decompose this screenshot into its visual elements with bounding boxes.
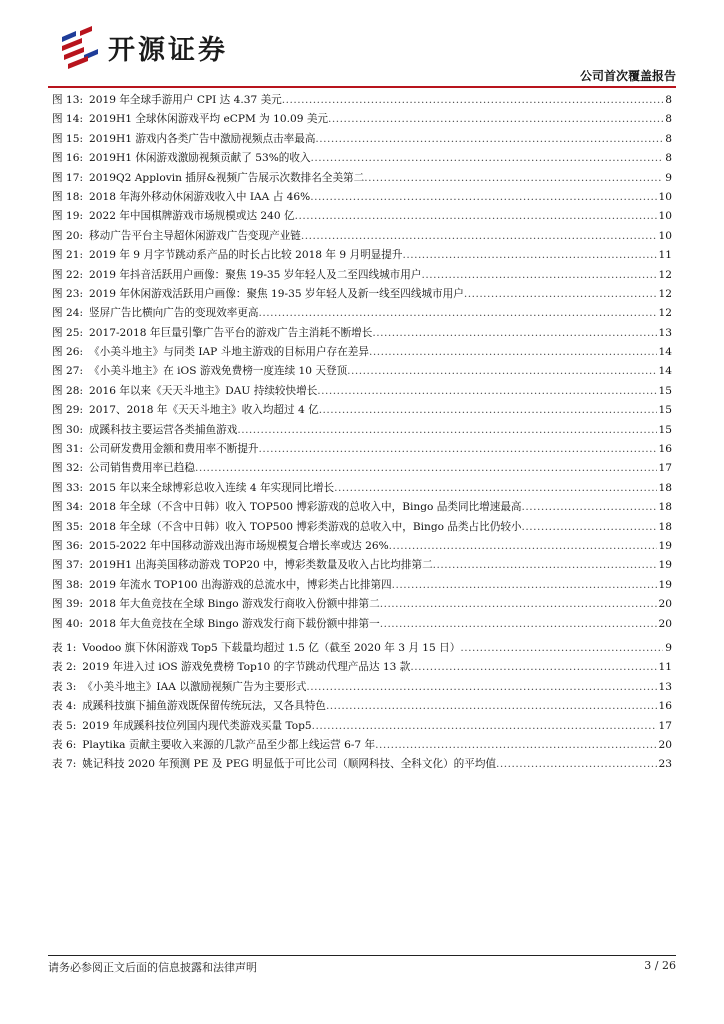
toc-entry-page: 19 bbox=[658, 539, 672, 552]
toc-leader-dots bbox=[195, 462, 657, 474]
report-type-label: 公司首次覆盖报告 bbox=[579, 69, 676, 83]
figure-toc-row[interactable] bbox=[52, 247, 672, 266]
toc-entry-label: 图 30: bbox=[52, 423, 84, 436]
footer-divider bbox=[48, 955, 676, 956]
toc-entry-title: Voodoo 旗下休闲游戏 Top5 下载量均超过 1.5 亿（截至 2020 年 3 月 15 日） bbox=[82, 642, 461, 654]
toc-leader-dots bbox=[259, 443, 657, 455]
toc-entry-label: 图 40: bbox=[52, 617, 84, 630]
toc-entry-title: 2018 年全球（不含中日韩）收入 TOP500 博彩游戏的总收入中，Bingo 品类同比增速最高 bbox=[89, 501, 522, 514]
figure-toc-row[interactable] bbox=[52, 325, 672, 344]
toc-entry-page: 18 bbox=[658, 520, 672, 533]
toc-leader-dots bbox=[259, 307, 657, 319]
figure-toc-row[interactable] bbox=[52, 480, 672, 499]
toc-entry-label: 表 4: bbox=[52, 700, 77, 713]
figure-toc-row[interactable] bbox=[52, 422, 672, 441]
toc-entry-title: 2018 年大鱼竞技在全球 Bingo 游戏发行商收入份额中排第二 bbox=[89, 598, 380, 611]
toc-entry-label: 表 1: bbox=[52, 642, 77, 654]
toc-leader-dots bbox=[496, 758, 656, 770]
toc-entry-page: 10 bbox=[658, 210, 672, 223]
toc-entry-title: 2019H1 休闲游戏激励视频贡献了 53%的收入 bbox=[89, 152, 311, 165]
toc-entry-label: 表 5: bbox=[52, 719, 77, 732]
figure-toc-row[interactable] bbox=[52, 557, 672, 576]
toc-entry-title: 2017-2018 年巨量引擎广告平台的游戏广告主消耗不断增长 bbox=[89, 326, 373, 339]
figure-toc-row[interactable] bbox=[52, 131, 672, 150]
toc-entry-page: 8 bbox=[665, 132, 672, 145]
toc-entry-title: 2018 年全球（不含中日韩）收入 TOP500 博彩类游戏的总收入中，Bingo 品类占比仍较小 bbox=[89, 520, 522, 533]
toc-leader-dots bbox=[421, 269, 656, 281]
toc-entry-label: 图 21: bbox=[52, 249, 84, 262]
table-toc-row[interactable] bbox=[52, 698, 672, 717]
toc-entry-page: 9 bbox=[665, 642, 672, 654]
toc-entry-label: 图 33: bbox=[52, 481, 84, 494]
toc-leader-dots bbox=[347, 365, 656, 377]
toc-leader-dots bbox=[282, 94, 663, 106]
figure-toc-row[interactable] bbox=[52, 208, 672, 227]
figure-toc-row[interactable] bbox=[52, 596, 672, 615]
toc-entry-label: 图 35: bbox=[52, 520, 84, 533]
toc-leader-dots bbox=[392, 579, 657, 591]
page-header bbox=[48, 22, 676, 84]
toc-entry-label: 图 26: bbox=[52, 346, 84, 359]
figure-toc-row[interactable] bbox=[52, 150, 672, 169]
figure-toc-row[interactable] bbox=[52, 305, 672, 324]
toc-leader-dots bbox=[311, 152, 664, 164]
toc-entry-label: 图 23: bbox=[52, 287, 84, 300]
figure-toc-row[interactable] bbox=[52, 170, 672, 189]
toc-entry-title: 2015-2022 年中国移动游戏出海市场规模复合增长率或达 26% bbox=[89, 539, 389, 552]
toc-entry-title: 《小美斗地主》与同类 IAP 斗地主游戏的目标用户存在差异 bbox=[89, 346, 369, 359]
toc-entry-title: 2019 年休闲游戏活跃用户画像：聚焦 19-35 岁年轻人及新一线至四线城市用户 bbox=[89, 287, 464, 300]
toc-entry-title: 2019 年进入过 iOS 游戏免费榜 Top10 的字节跳动代理产品达 13 款 bbox=[82, 661, 411, 674]
toc-entry-label: 图 36: bbox=[52, 539, 84, 552]
table-toc-row[interactable] bbox=[52, 679, 672, 698]
toc-entry-label: 表 3: bbox=[52, 680, 77, 693]
figure-toc-row[interactable] bbox=[52, 519, 672, 538]
table-toc-row[interactable] bbox=[52, 718, 672, 737]
toc-entry-page: 8 bbox=[665, 152, 672, 165]
toc-leader-dots bbox=[380, 598, 657, 610]
brand-logo bbox=[58, 24, 228, 70]
toc-entry-label: 图 28: bbox=[52, 384, 84, 397]
toc-entry-page: 17 bbox=[658, 719, 672, 732]
toc-entry-page: 16 bbox=[658, 700, 672, 713]
toc-entry-label: 图 25: bbox=[52, 326, 84, 339]
toc-entry-page: 20 bbox=[658, 598, 672, 611]
toc-leader-dots bbox=[389, 540, 657, 552]
header-divider bbox=[48, 86, 676, 88]
toc-entry-label: 图 27: bbox=[52, 365, 84, 378]
table-toc-list bbox=[52, 640, 672, 776]
figure-toc-row[interactable] bbox=[52, 383, 672, 402]
toc-leader-dots bbox=[319, 404, 657, 416]
toc-leader-dots bbox=[375, 739, 656, 751]
toc-entry-page: 23 bbox=[658, 758, 672, 771]
toc-leader-dots bbox=[402, 249, 656, 261]
toc-entry-page: 12 bbox=[658, 287, 672, 300]
page-indicator: 3 / 26 bbox=[644, 959, 676, 972]
figure-toc-list bbox=[52, 92, 672, 635]
toc-entry-title: 《小美斗地主》IAA 以激励视频广告为主要形式 bbox=[82, 680, 307, 693]
toc-entry-label: 表 6: bbox=[52, 738, 77, 751]
toc-entry-label: 图 24: bbox=[52, 307, 84, 320]
toc-entry-page: 20 bbox=[658, 617, 672, 630]
toc-entry-title: 移动广告平台主导超休闲游戏广告变现产业链 bbox=[89, 229, 301, 242]
toc-leader-dots bbox=[328, 113, 663, 125]
toc-entry-page: 15 bbox=[658, 384, 672, 397]
toc-entry-page: 19 bbox=[658, 559, 672, 572]
toc-leader-dots bbox=[312, 720, 657, 732]
toc-entry-title: 公司研发费用金额和费用率不断提升 bbox=[89, 443, 259, 456]
toc-entry-label: 图 34: bbox=[52, 501, 84, 514]
toc-entry-page: 10 bbox=[658, 229, 672, 242]
toc-entry-page: 18 bbox=[658, 481, 672, 494]
figure-toc-row[interactable] bbox=[52, 402, 672, 421]
toc-leader-dots bbox=[317, 385, 656, 397]
toc-leader-dots bbox=[310, 191, 656, 203]
toc-leader-dots bbox=[372, 327, 656, 339]
toc-entry-title: 2022 年中国棋牌游戏市场规模或达 240 亿 bbox=[89, 210, 295, 223]
toc-entry-page: 9 bbox=[665, 171, 672, 184]
table-toc-row[interactable] bbox=[52, 640, 672, 659]
toc-entry-page: 8 bbox=[665, 113, 672, 126]
figure-toc-row[interactable] bbox=[52, 344, 672, 363]
footer-disclaimer: 请务必参阅正文后面的信息披露和法律声明 bbox=[48, 961, 257, 974]
toc-entry-title: 2016 年以来《天天斗地主》DAU 持续较快增长 bbox=[89, 384, 318, 397]
toc-entry-page: 10 bbox=[658, 190, 672, 203]
toc-entry-page: 15 bbox=[658, 423, 672, 436]
figure-toc-row[interactable] bbox=[52, 111, 672, 130]
toc-entry-page: 15 bbox=[658, 404, 672, 417]
toc-leader-dots bbox=[364, 172, 663, 184]
toc-entry-page: 12 bbox=[658, 268, 672, 281]
toc-entry-title: 公司销售费用率已趋稳 bbox=[89, 462, 195, 475]
toc-entry-page: 8 bbox=[665, 94, 672, 106]
toc-entry-title: 2017、2018 年《天天斗地主》收入均超过 4 亿 bbox=[89, 404, 319, 417]
toc-entry-label: 图 18: bbox=[52, 190, 84, 203]
figure-toc-row[interactable] bbox=[52, 441, 672, 460]
toc-entry-title: 2019H1 全球休闲游戏平均 eCPM 为 10.09 美元 bbox=[89, 113, 328, 126]
figure-toc-row[interactable] bbox=[52, 616, 672, 635]
toc-entry-page: 13 bbox=[658, 680, 672, 693]
toc-entry-label: 图 29: bbox=[52, 404, 84, 417]
toc-entry-title: 姚记科技 2020 年预测 PE 及 PEG 明显低于可比公司（顺网科技、全科文化）的平均值 bbox=[82, 758, 497, 771]
toc-entry-page: 19 bbox=[658, 578, 672, 591]
toc-entry-label: 图 39: bbox=[52, 598, 84, 611]
toc-leader-dots bbox=[315, 133, 663, 145]
toc-entry-page: 11 bbox=[658, 661, 672, 674]
toc-leader-dots bbox=[410, 661, 656, 673]
toc-leader-dots bbox=[301, 230, 657, 242]
toc-entry-title: 成蹊科技主要运营各类捕鱼游戏 bbox=[89, 423, 238, 436]
figure-toc-row[interactable] bbox=[52, 267, 672, 286]
toc-entry-label: 图 20: bbox=[52, 229, 84, 242]
figure-toc-row[interactable] bbox=[52, 538, 672, 557]
toc-entry-page: 12 bbox=[658, 307, 672, 320]
toc-entry-page: 11 bbox=[658, 249, 672, 262]
toc-entry-label: 图 32: bbox=[52, 462, 84, 475]
toc-leader-dots bbox=[306, 681, 656, 693]
toc-entry-page: 14 bbox=[658, 365, 672, 378]
figure-toc-row[interactable] bbox=[52, 92, 672, 111]
toc-leader-dots bbox=[380, 618, 657, 630]
toc-entry-label: 表 7: bbox=[52, 758, 77, 771]
toc-entry-label: 图 17: bbox=[52, 171, 84, 184]
toc-entry-label: 图 14: bbox=[52, 113, 84, 126]
toc-leader-dots bbox=[433, 559, 657, 571]
figure-toc-row[interactable] bbox=[52, 286, 672, 305]
toc-entry-label: 表 2: bbox=[52, 661, 77, 674]
toc-entry-label: 图 15: bbox=[52, 132, 84, 145]
toc-entry-title: 2019 年 9 月字节跳动系产品的时长占比较 2018 年 9 月明显提升 bbox=[89, 249, 403, 262]
toc-leader-dots bbox=[522, 501, 657, 513]
toc-entry-title: 2019 年成蹊科技位列国内现代类游戏买量 Top5 bbox=[82, 719, 312, 732]
toc-entry-title: 2019 年抖音活跃用户画像：聚焦 19-35 岁年轻人及二至四线城市用户 bbox=[89, 268, 422, 281]
toc-leader-dots bbox=[522, 521, 657, 533]
toc-entry-label: 图 38: bbox=[52, 578, 84, 591]
figure-toc-row[interactable] bbox=[52, 363, 672, 382]
toc-leader-dots bbox=[464, 288, 657, 300]
toc-entry-label: 图 19: bbox=[52, 210, 84, 223]
toc-entry-title: 竖屏广告比横向广告的变现效率更高 bbox=[89, 307, 259, 320]
toc-leader-dots bbox=[460, 642, 663, 654]
table-toc-row[interactable] bbox=[52, 737, 672, 756]
toc-entry-label: 图 13: bbox=[52, 94, 84, 106]
toc-leader-dots bbox=[369, 346, 657, 358]
figure-toc-row[interactable] bbox=[52, 460, 672, 479]
toc-entry-title: 2019 年流水 TOP100 出海游戏的总流水中，博彩类占比排第四 bbox=[89, 578, 392, 591]
toc-entry-page: 17 bbox=[658, 462, 672, 475]
toc-entry-label: 图 37: bbox=[52, 559, 84, 572]
brand-name: 开源证券 bbox=[108, 34, 228, 66]
toc-entry-title: 2019H1 游戏内各类广告中激励视频点击率最高 bbox=[89, 132, 316, 145]
toc-entry-title: 2019Q2 Applovin 插屏&视频广告展示次数排名全美第二 bbox=[89, 171, 365, 184]
toc-entry-title: 2015 年以来全球博彩总收入连续 4 年实现同比增长 bbox=[89, 481, 335, 494]
toc-entry-title: 2019 年全球手游用户 CPI 达 4.37 美元 bbox=[89, 94, 282, 106]
figure-toc-row[interactable] bbox=[52, 228, 672, 247]
table-toc-row[interactable] bbox=[52, 659, 672, 678]
table-toc-row[interactable] bbox=[52, 756, 672, 775]
figure-toc-row[interactable] bbox=[52, 577, 672, 596]
toc-entry-title: 《小美斗地主》在 iOS 游戏免费榜一度连续 10 天登顶 bbox=[89, 365, 348, 378]
toc-entry-page: 20 bbox=[658, 738, 672, 751]
toc-entry-page: 14 bbox=[658, 346, 672, 359]
toc-entry-page: 16 bbox=[658, 443, 672, 456]
toc-entry-page: 18 bbox=[658, 501, 672, 514]
toc-entry-title: 2019H1 出海美国移动游戏 TOP20 中，博彩类数量及收入占比均排第二 bbox=[89, 559, 433, 572]
toc-entry-title: 2018 年大鱼竞技在全球 Bingo 游戏发行商下载份额中排第一 bbox=[89, 617, 380, 630]
toc-leader-dots bbox=[334, 482, 656, 494]
toc-entry-label: 图 16: bbox=[52, 152, 84, 165]
toc-leader-dots bbox=[237, 424, 656, 436]
toc-entry-title: 成蹊科技旗下捕鱼游戏既保留传统玩法，又各具特色 bbox=[82, 700, 326, 713]
toc-leader-dots bbox=[295, 210, 657, 222]
toc-entry-page: 13 bbox=[658, 326, 672, 339]
toc-entry-label: 图 22: bbox=[52, 268, 84, 281]
toc-leader-dots bbox=[326, 700, 657, 712]
toc-entry-label: 图 31: bbox=[52, 443, 84, 456]
figure-toc-row[interactable] bbox=[52, 189, 672, 208]
figure-toc-row[interactable] bbox=[52, 499, 672, 518]
kaiyuan-logo-icon bbox=[58, 25, 102, 69]
toc-entry-title: Playtika 贡献主要收入来源的几款产品至少都上线运营 6-7 年 bbox=[82, 738, 376, 751]
toc-entry-title: 2018 年海外移动休闲游戏收入中 IAA 占 46% bbox=[89, 190, 311, 203]
